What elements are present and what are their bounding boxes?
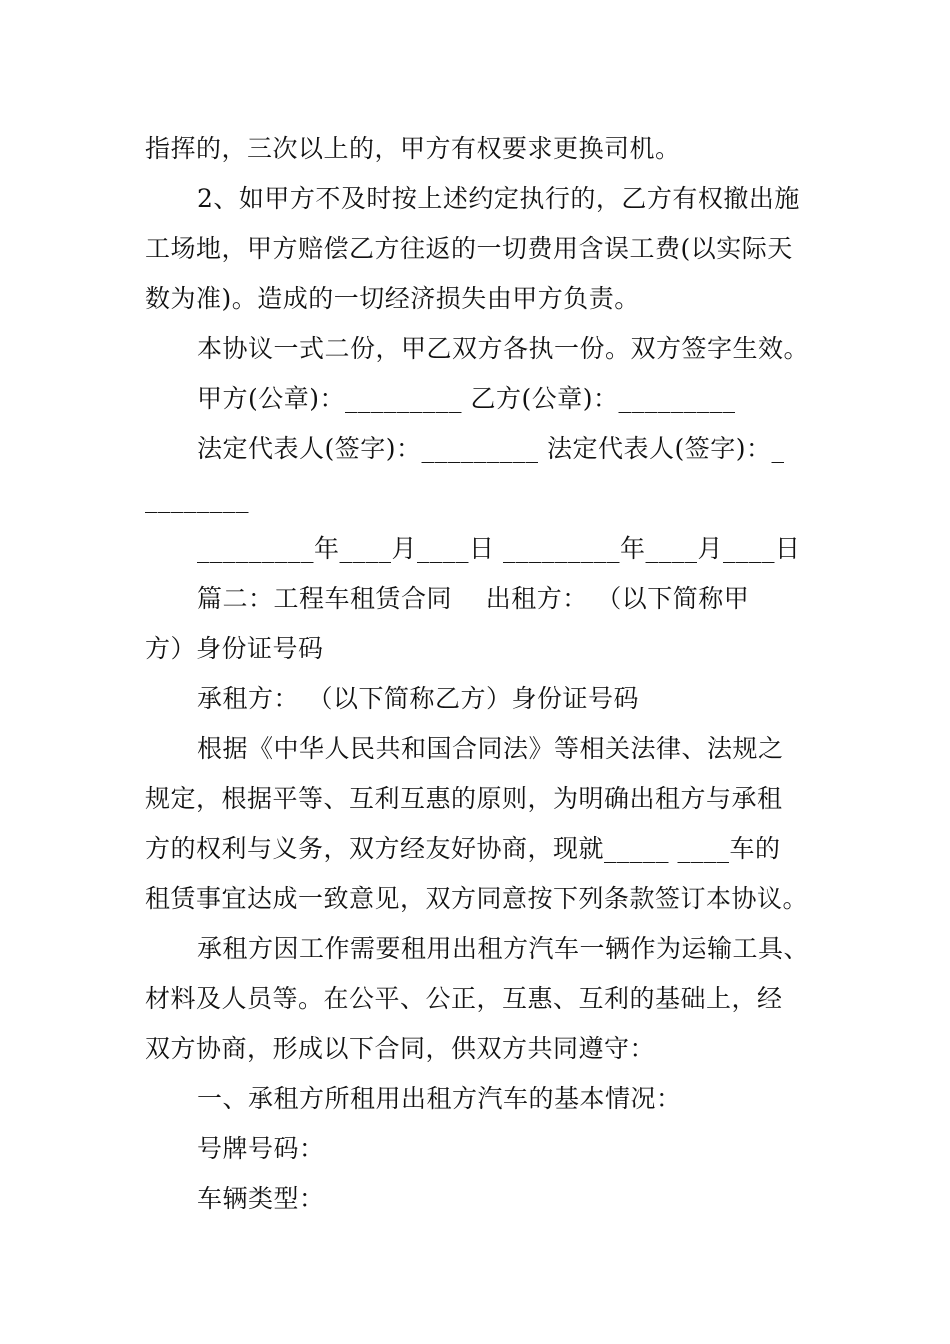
paragraph-line-3: 工场地，甲方赔偿乙方往返的一切费用含误工费(以实际天 <box>145 234 793 263</box>
signature-line-legal-rep: 法定代表人(签字)：_________ 法定代表人(签字)：_ <box>197 434 785 463</box>
paragraph-line-15: 方的权利与义务，双方经友好协商，现就_____ ____车的 <box>145 834 781 863</box>
paragraph-line-2: 2、如甲方不及时按上述约定执行的，乙方有权撤出施 <box>197 184 800 213</box>
paragraph-line-13: 根据《中华人民共和国合同法》等相关法律、法规之 <box>197 734 784 763</box>
paragraph-line-11: 方）身份证号码 <box>145 634 324 663</box>
paragraph-line-19: 双方协商，形成以下合同，供双方共同遵守： <box>145 1034 656 1063</box>
paragraph-line-17: 承租方因工作需要租用出租方汽车一辆作为运输工具、 <box>197 934 810 963</box>
paragraph-line-16: 租赁事宜达成一致意见，双方同意按下列条款签订本协议。 <box>145 884 809 913</box>
paragraph-line-18: 材料及人员等。在公平、公正，互惠、互利的基础上，经 <box>145 984 783 1013</box>
field-vehicle-type: 车辆类型： <box>197 1184 325 1213</box>
section-title-line: 篇二：工程车租赁合同 出租方： （以下简称甲 <box>197 584 750 613</box>
paragraph-line-1: 指挥的，三次以上的，甲方有权要求更换司机。 <box>145 134 681 163</box>
paragraph-line-12: 承租方： （以下简称乙方）身份证号码 <box>197 684 639 713</box>
paragraph-line-4: 数为准)。造成的一切经济损失由甲方负责。 <box>145 284 640 313</box>
signature-line-continuation: ________ <box>145 484 249 513</box>
paragraph-line-5: 本协议一式二份，甲乙双方各执一份。双方签字生效。 <box>197 334 810 363</box>
paragraph-line-14: 规定，根据平等、互利互惠的原则，为明确出租方与承租 <box>145 784 783 813</box>
field-plate-number: 号牌号码： <box>197 1134 325 1163</box>
date-line: _________年____月____日 _________年____月____日 <box>197 534 801 563</box>
signature-line-party-seal: 甲方(公章)：_________ 乙方(公章)：_________ <box>197 384 736 413</box>
section-heading-1: 一、承租方所租用出租方汽车的基本情况： <box>197 1084 682 1113</box>
